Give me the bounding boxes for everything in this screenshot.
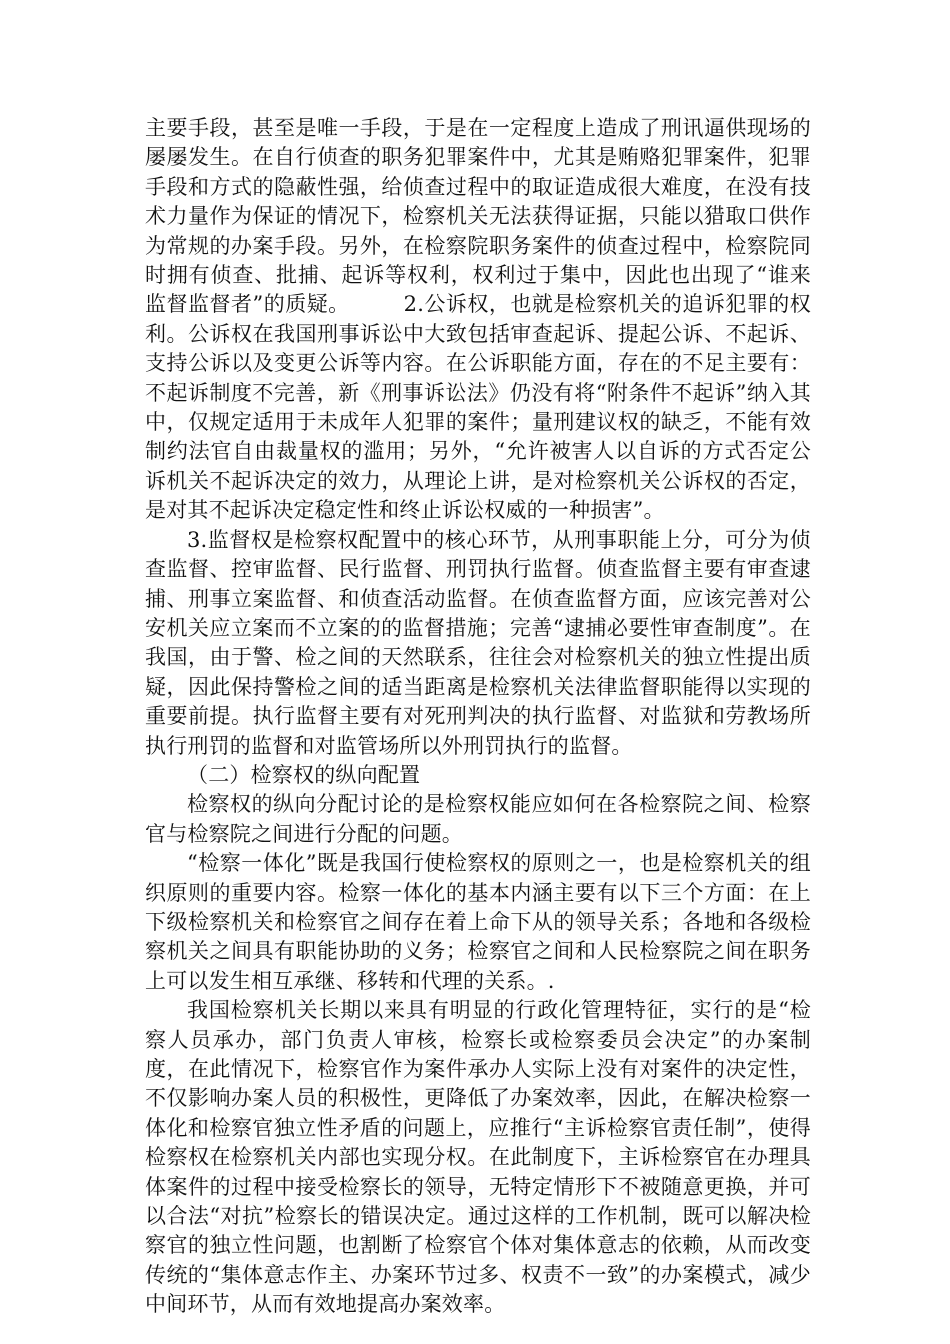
paragraph-continuation: 主要手段，甚至是唯一手段，于是在一定程度上造成了刑讯逼供现场的屡屡发生。在自行侦查的职务犯罪案件中，尤其是贿赂犯罪案件，犯罪手段和方式的隐蔽性强，给侦查过程中的取证造成很大难度，在没有技术力量作为保证的情况下，检察机关无法获得证据，只能以猎取口供作为常规的办案手段。另外，在检察院职务案件的侦查过程中，检察院同时拥有侦查、批捕、起诉等权利，权利过于集中，因此也出现了“谁来监督监督者”的质疑。 2.公诉权，也就是检察机关的追诉犯罪的权利。公诉权在我国刑事诉讼中大致包括审查起诉、提起公诉、不起诉、支持公诉以及变更公诉等内容。在公诉职能方面，存在的不足主要有：不起诉制度不完善，新《刑事诉讼法》仍没有将“附条件不起诉”纳入其中，仅规定适用于未成年人犯罪的案件；量刑建议权的缺乏，不能有效制约法官自由裁量权的滥用；另外，“允许被害人以自诉的方式否定公诉机关不起诉决定的效力，从理论上讲，是对检察机关公诉权的否定，是对其不起诉决定稳定性和终止诉讼权威的一种损害”。 xyxy=(145,116,811,523)
section-heading-vertical-allocation: （二）检察权的纵向配置 xyxy=(187,762,421,787)
paragraph-supervision-power: 3.监督权是检察权配置中的核心环节，从刑事职能上分，可分为侦查监督、控审监督、民行监督、刑罚执行监督。侦查监督主要有审查逮捕、刑事立案监督、和侦查活动监督。在侦查监督方面，应该完善对公安机关应立案而不立案的的监督措施；完善“逮捕必要性审查制度”。在我国，由于警、检之间的天然联系，往往会对检察机关的独立性提出质疑，因此保持警检之间的适当距离是检察机关法律监督职能得以实现的重要前提。执行监督主要有对死刑判决的执行监督、对监狱和劳教场所执行刑罚的监督和对监管场所以外刑罚执行的监督。 xyxy=(145,527,811,758)
paragraph-chief-prosecutor-system: 我国检察机关长期以来具有明显的行政化管理特征，实行的是“检察人员承办，部门负责人审核，检察长或检察委员会决定”的办案制度，在此情况下，检察官作为案件承办人实际上没有对案件的决定性，不仅影响办案人员的积极性，更降低了办案效率，因此，在解决检察一体化和检察官独立性矛盾的问题上，应推行“主诉检察官责任制”，使得检察权在检察机关内部也实现分权。在此制度下，主诉检察官在办理具体案件的过程中接受检察长的领导，无特定情形下不被随意更换，并可以合法“对抗”检察长的错误决定。通过这样的工作机制，既可以解决检察官的独立性问题，也割断了检察官个体对集体意志的依赖，从而改变传统的“集体意志作主、办案环节过多、权责不一致”的办案模式，减少中间环节，从而有效地提高办案效率。 xyxy=(145,998,811,1317)
paragraph-vertical-allocation: 检察权的纵向分配讨论的是检察权能应如何在各检察院之间、检察官与检察院之间进行分配的问题。 xyxy=(145,792,811,846)
document-body xyxy=(145,114,811,1320)
paragraph-procuratorial-integration: “检察一体化”既是我国行使检察权的原则之一，也是检察机关的组织原则的重要内容。检察一体化的基本内涵主要有以下三个方面：在上下级检察机关和检察官之间存在着上命下从的领导关系；各地和各级检察机关之间具有职能协助的义务；检察官之间和人民检察院之间在职务上可以发生相互承继、移转和代理的关系。. xyxy=(145,851,811,993)
